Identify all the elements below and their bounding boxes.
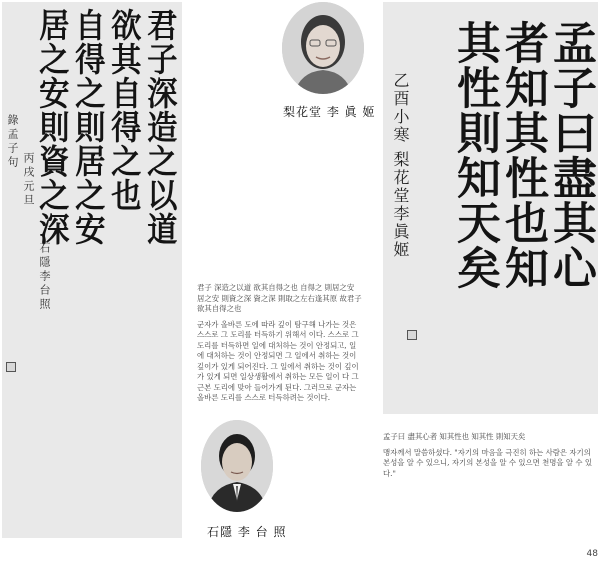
artist-name-lee-jinhee: 梨花堂 李 眞 姬	[283, 105, 376, 119]
hanja-quote: 君子 深造之以道 欲其自得之也 自得之 則居之安 居之安 則資之深 資之深 則取之左右逢其原 故君子 欲其自得之也	[197, 283, 362, 313]
right-translation-block	[383, 432, 598, 484]
hanja-quote: 孟子曰 盡其心者 知其性也 知其性 則知天矣	[383, 432, 526, 441]
calligraphy-column: 孟子曰盡其心	[545, 20, 596, 290]
portrait-photo-icon	[282, 2, 364, 94]
calligraphy-column: 君子深造之以道	[142, 8, 179, 246]
left-translation-block	[197, 283, 362, 409]
signature-column: 錄孟子句	[6, 114, 19, 170]
signature-column: 石隱李台照	[38, 242, 51, 312]
calligraphy-column: 自得之則居之安	[70, 8, 107, 246]
page-number: 48	[586, 549, 598, 559]
calligraphy-column: 者知其性也知	[497, 20, 548, 290]
portrait-photo-icon	[201, 420, 273, 512]
korean-translation: 맹자께서 말씀하셨다. "자기의 마음을 극진히 하는 사람은 자기의 본성을 알 수 있으니, 자기의 본성을 알 수 있으면 천명을 알 수 있다."	[383, 447, 593, 478]
portrait-lee-jinhee	[282, 2, 364, 94]
signature-column: 丙戌元旦	[22, 152, 35, 208]
left-calligraphy-panel	[2, 2, 182, 538]
seal-stamp	[6, 362, 16, 372]
artist-name-lee-taejo: 石隱 李 台 照	[207, 525, 287, 539]
calligraphy-column: 其性則知天矣	[449, 20, 500, 290]
korean-translation: 군자가 올바른 도에 따라 깊이 탐구해 나가는 것은 스스로 그 도리를 터득하기 위해서 이다. 스스로 그 도리를 터득하면 일에 대처하는 것이 안정되고, 일에 대처하는 것이 안정되면 그 일에서 취하는 것이 깊이가 있게 되어진다. 그 일에서 취하는 것이 깊이가 있게 되면 일상생활에서 취하는 모든 일이 다 그 근본 도리에 맞아 들어가게 된다. 그러므로 군자는 올바른 도리를 스스로 터득하려는 것이다.	[197, 319, 359, 402]
signature-column: 乙酉小寒 梨花堂李眞姬	[391, 72, 410, 260]
calligraphy-column: 欲其自得之也	[106, 8, 143, 212]
calligraphy-column: 居之安則資之深	[34, 8, 71, 246]
seal-stamp	[407, 330, 417, 340]
portrait-lee-taejo	[201, 420, 273, 512]
right-calligraphy-panel	[383, 2, 598, 414]
